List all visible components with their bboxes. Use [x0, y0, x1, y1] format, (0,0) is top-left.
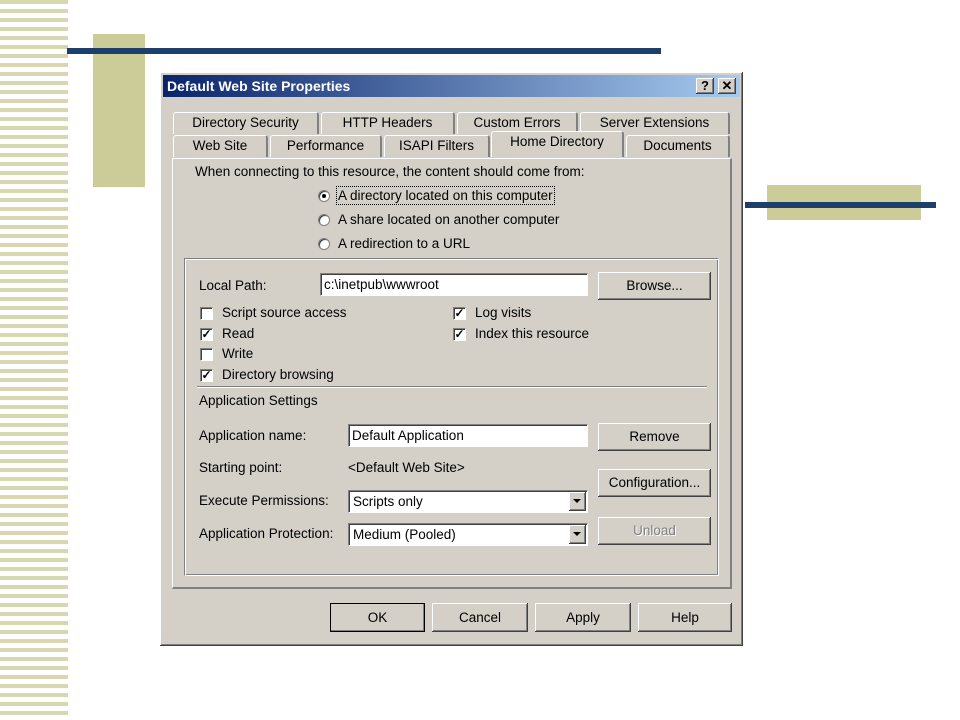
slide-accent-line [67, 48, 661, 54]
radio-selected-dot [322, 194, 326, 198]
tab-http-headers[interactable]: HTTP Headers [321, 112, 455, 134]
tab-web-site[interactable]: Web Site [173, 135, 268, 157]
slide-stripe-margin [0, 0, 68, 720]
checkbox-read[interactable] [200, 328, 213, 341]
remove-button-label: Remove [629, 429, 680, 444]
radio-url-redirection-label[interactable]: A redirection to a URL [338, 236, 471, 251]
execute-permissions-value: Scripts only [353, 494, 423, 509]
ok-button-label: OK [367, 610, 388, 625]
checkbox-write[interactable] [200, 348, 213, 361]
close-title-button[interactable] [718, 78, 736, 94]
starting-point-label: Starting point: [199, 460, 283, 475]
question-icon: ? [701, 78, 709, 93]
checkbox-log-visits[interactable] [453, 307, 466, 320]
application-protection-select[interactable] [348, 523, 588, 546]
application-protection-value: Medium (Pooled) [353, 527, 456, 542]
starting-point-value: <Default Web Site> [348, 460, 465, 475]
remove-button[interactable] [598, 423, 711, 451]
apply-button[interactable] [535, 603, 631, 632]
window-title: Default Web Site Properties [167, 78, 351, 94]
tab-isapi-filters[interactable]: ISAPI Filters [384, 135, 490, 157]
help-title-button[interactable] [696, 78, 714, 94]
apply-button-label: Apply [566, 610, 600, 625]
read-label[interactable]: Read [222, 326, 255, 341]
browse-button-label: Browse... [626, 278, 683, 293]
browse-button[interactable] [598, 272, 711, 300]
cancel-button[interactable] [432, 603, 528, 632]
ok-button[interactable] [330, 603, 425, 632]
checkbox-script-source-access[interactable] [200, 307, 213, 320]
application-name-label: Application name: [199, 428, 307, 443]
chevron-down-icon[interactable] [569, 492, 586, 511]
slide-accent-block [93, 34, 145, 187]
check-icon: ✓ [454, 327, 465, 341]
local-path-input[interactable]: c:\inetpub\wwwroot [320, 273, 588, 296]
unload-button-label: Unload [633, 523, 676, 538]
execute-permissions-select[interactable] [348, 490, 588, 513]
directory-browsing-label[interactable]: Directory browsing [222, 367, 334, 382]
title-bar[interactable] [163, 75, 740, 97]
radio-local-directory[interactable] [318, 190, 330, 202]
unload-button[interactable] [598, 517, 711, 545]
configuration-button-label: Configuration... [608, 475, 701, 490]
script-source-access-label[interactable]: Script source access [222, 305, 347, 320]
radio-url-redirection[interactable] [318, 238, 330, 250]
check-icon: ✓ [454, 306, 465, 320]
content-source-prompt: When connecting to this resource, the content should come from: [195, 164, 585, 179]
checkbox-index-resource[interactable] [453, 328, 466, 341]
help-button[interactable] [638, 603, 732, 632]
configuration-button[interactable] [598, 469, 711, 497]
index-resource-label[interactable]: Index this resource [475, 326, 590, 341]
chevron-down-icon[interactable] [569, 525, 586, 544]
tab-server-extensions[interactable]: Server Extensions [580, 112, 730, 134]
radio-network-share[interactable] [318, 214, 330, 226]
help-button-label: Help [671, 610, 699, 625]
radio-network-share-label[interactable]: A share located on another computer [338, 212, 560, 227]
application-protection-label: Application Protection: [199, 526, 334, 541]
write-label[interactable]: Write [222, 346, 254, 361]
tab-home-directory[interactable]: Home Directory [491, 131, 624, 157]
check-icon: ✓ [201, 368, 212, 382]
tab-documents[interactable]: Documents [626, 135, 730, 157]
close-icon: ✕ [721, 78, 733, 93]
slide-accent-line-right [745, 202, 936, 208]
radio-local-directory-label[interactable]: A directory located on this computer [338, 188, 553, 203]
application-name-input[interactable]: Default Application [348, 424, 588, 447]
local-path-label: Local Path: [199, 278, 267, 293]
properties-dialog [160, 72, 743, 646]
application-settings-heading: Application Settings [199, 393, 318, 408]
cancel-button-label: Cancel [458, 610, 502, 625]
log-visits-label[interactable]: Log visits [475, 305, 532, 320]
tab-performance[interactable]: Performance [270, 135, 382, 157]
tab-custom-errors[interactable]: Custom Errors [457, 112, 578, 134]
settings-separator [197, 386, 707, 388]
execute-permissions-label: Execute Permissions: [199, 493, 329, 508]
check-icon: ✓ [201, 327, 212, 341]
tab-directory-security[interactable]: Directory Security [173, 112, 319, 134]
checkbox-directory-browsing[interactable] [200, 369, 213, 382]
